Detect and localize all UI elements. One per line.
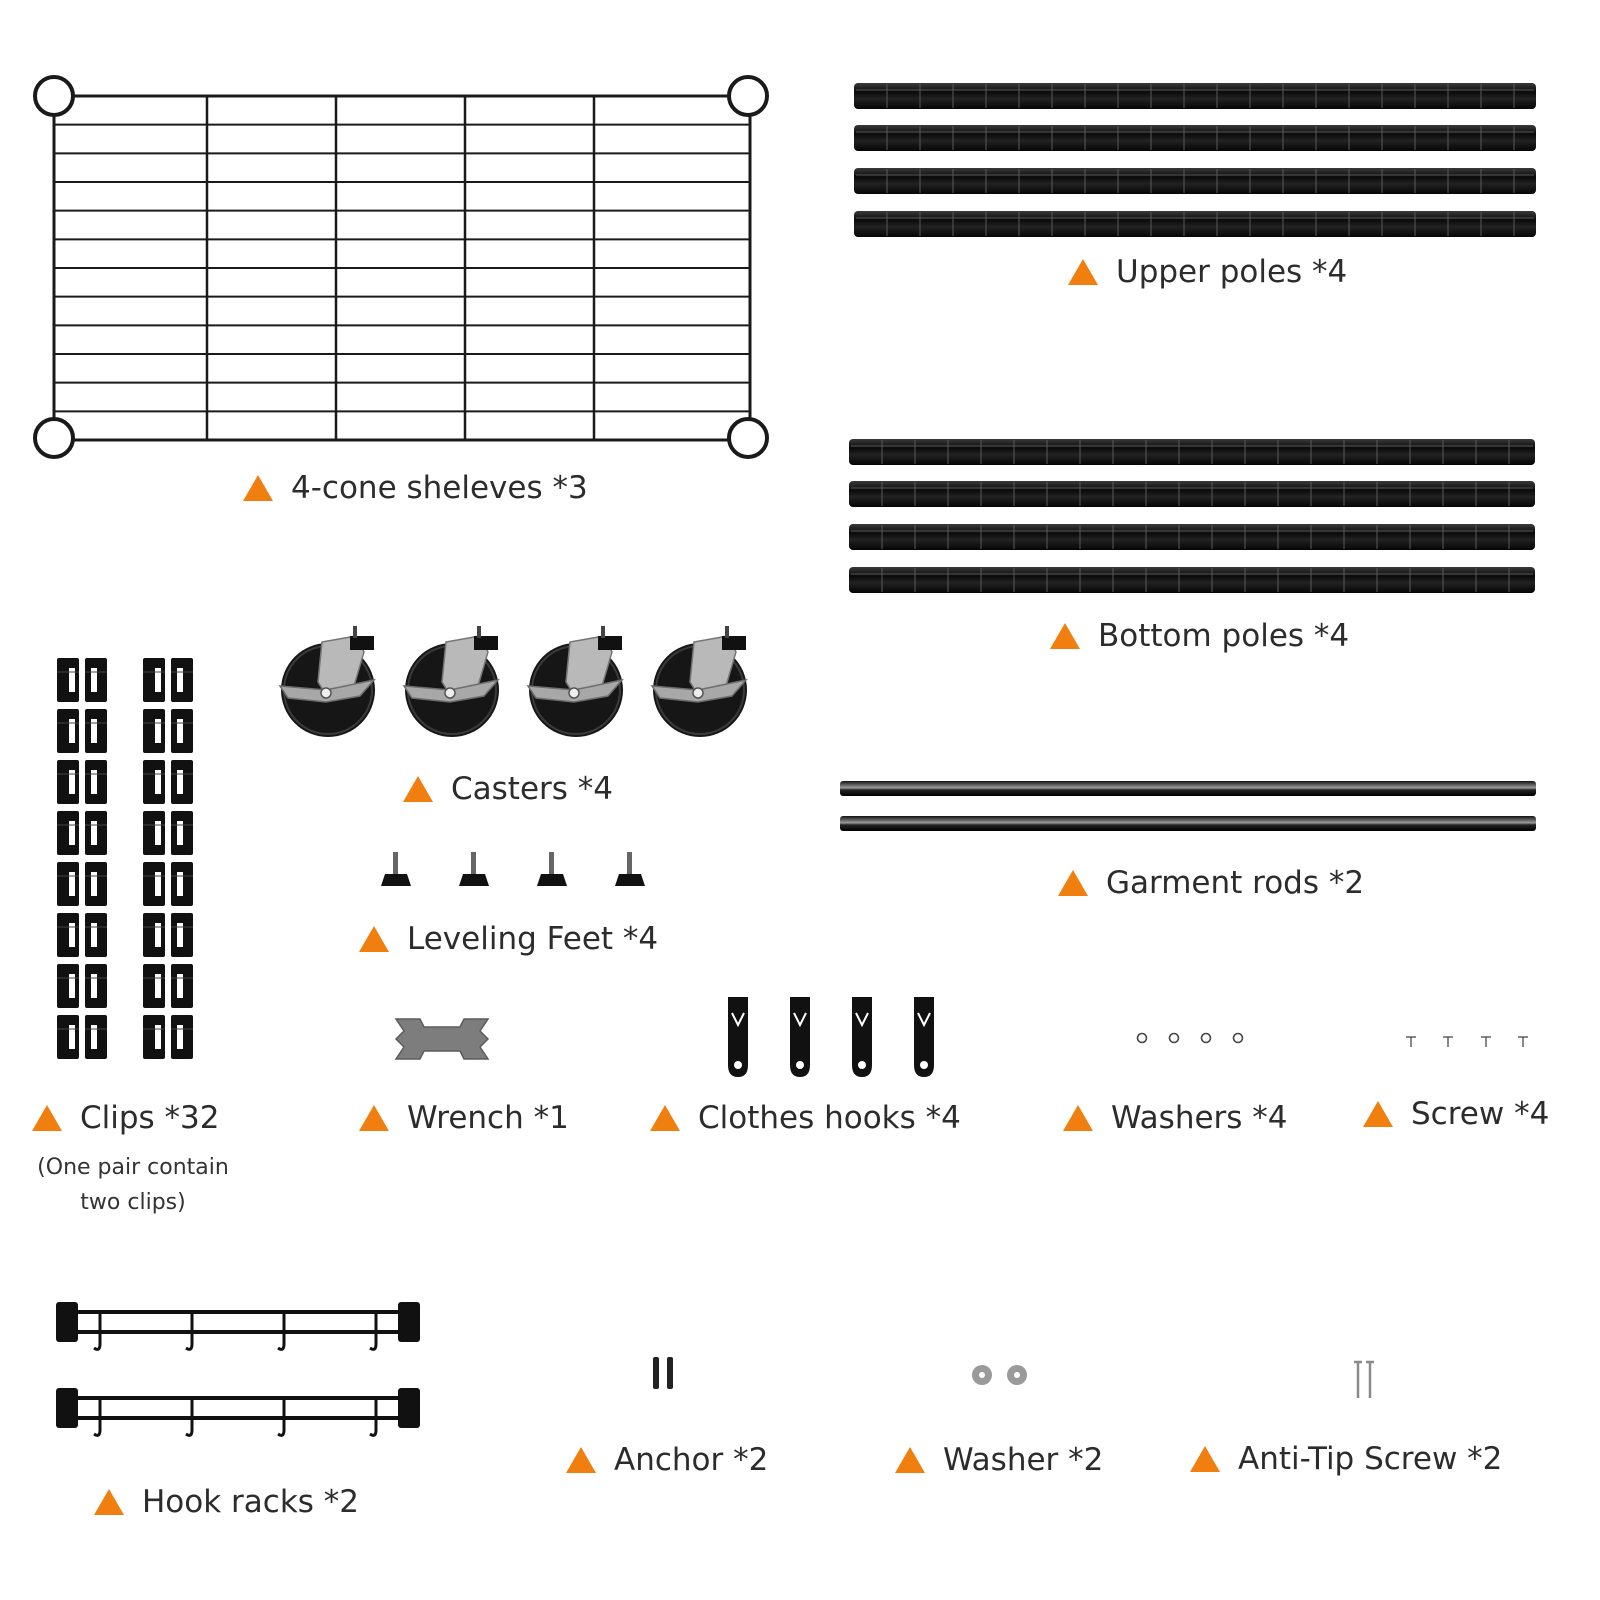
clothes-hooks-label: Clothes hooks *4 (650, 1100, 961, 1136)
anti-tip-screw-label: Anti-Tip Screw *2 (1190, 1441, 1502, 1477)
shelf-illustration (30, 72, 775, 464)
anchor-label: Anchor *2 (566, 1442, 768, 1478)
orange-triangle-icon (566, 1447, 596, 1473)
orange-triangle-icon (32, 1105, 62, 1131)
orange-triangle-icon (1063, 1105, 1093, 1131)
orange-triangle-icon (1068, 259, 1098, 285)
shelves-label: 4-cone sheleves *3 (243, 470, 588, 506)
orange-triangle-icon (1050, 623, 1080, 649)
orange-triangle-icon (359, 1105, 389, 1131)
garment-rods-illustration (838, 776, 1538, 836)
orange-triangle-icon (895, 1447, 925, 1473)
wrench-label: Wrench *1 (359, 1100, 569, 1136)
anchor-illustration (650, 1356, 680, 1390)
clips-note: (One pair contain two clips) (37, 1155, 229, 1215)
bottom-poles-illustration (847, 436, 1542, 601)
orange-triangle-icon (650, 1105, 680, 1131)
orange-triangle-icon (1363, 1101, 1393, 1127)
hook-racks-label: Hook racks *2 (94, 1484, 359, 1520)
anti-tip-screw-illustration (1348, 1358, 1382, 1400)
hook-racks-illustration (52, 1296, 432, 1451)
clothes-hooks-illustration (720, 995, 945, 1080)
clips-illustration (55, 656, 205, 1071)
orange-triangle-icon (403, 776, 433, 802)
leveling-feet-illustration (375, 848, 655, 893)
bottom-poles-label: Bottom poles *4 (1050, 618, 1349, 654)
orange-triangle-icon (94, 1489, 124, 1515)
washers-label: Washers *4 (1063, 1100, 1288, 1136)
washers-illustration (1130, 1028, 1250, 1048)
upper-poles-illustration (852, 80, 1542, 245)
upper-poles-label: Upper poles *4 (1068, 254, 1347, 290)
casters-label: Casters *4 (403, 771, 613, 807)
clips-label: Clips *32 (32, 1100, 220, 1136)
orange-triangle-icon (359, 926, 389, 952)
leveling-feet-label: Leveling Feet *4 (359, 921, 658, 957)
casters-illustration (270, 622, 760, 747)
orange-triangle-icon (1058, 870, 1088, 896)
orange-triangle-icon (243, 475, 273, 501)
screw-label: Screw *4 (1363, 1096, 1549, 1132)
screws-illustration (1400, 1034, 1535, 1054)
washer-label: Washer *2 (895, 1442, 1103, 1478)
garment-rods-label: Garment rods *2 (1058, 865, 1364, 901)
washer-illustration (970, 1363, 1032, 1387)
orange-triangle-icon (1190, 1446, 1220, 1472)
wrench-illustration (394, 1015, 490, 1063)
